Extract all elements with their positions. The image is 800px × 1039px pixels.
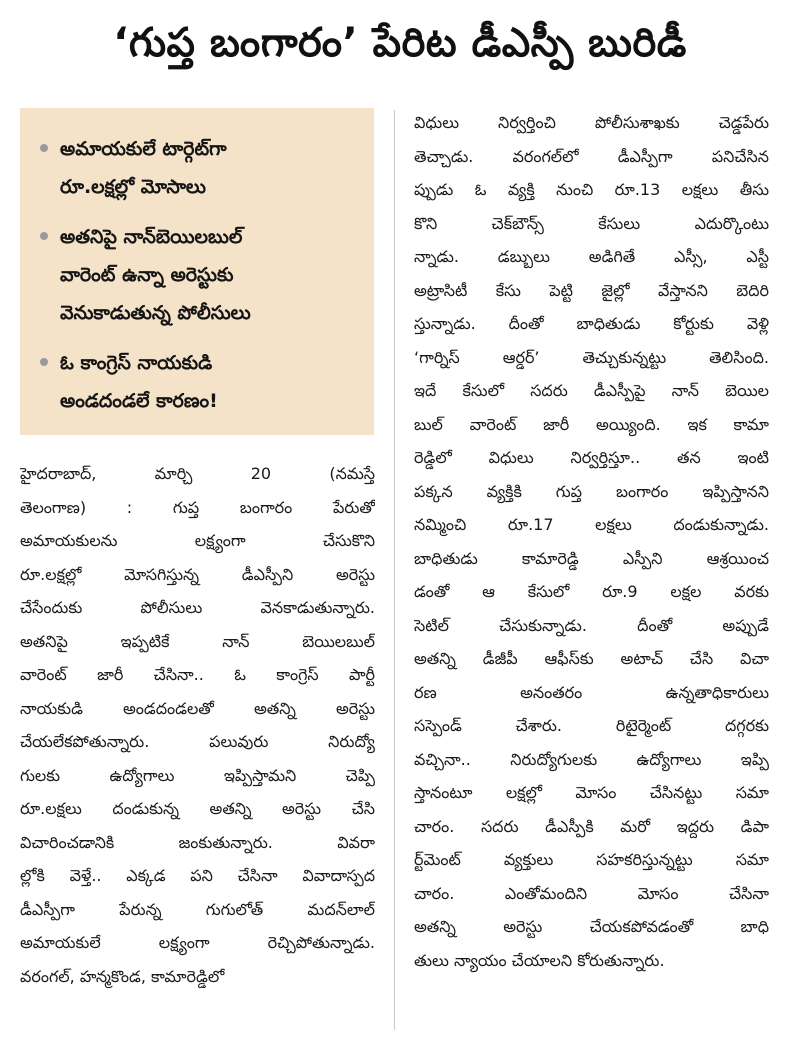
body-text-line: వచ్చినా.. నిరుద్యోగులకు ఉద్యోగాలు ఇప్పి [414, 749, 769, 769]
body-text-line: రణ అనంతరం ఉన్నతాధికారులు [414, 682, 769, 702]
body-text-line: తెచ్చాడు. వరంగల్‌లో డీఎస్పీగా పనిచేసిన [414, 146, 769, 166]
highlights-box [20, 108, 374, 435]
body-text-line: తులు న్యాయం చేయాలని కోరుతున్నారు. [414, 950, 665, 970]
highlight-line: అండదండలే కారణం! [60, 390, 218, 412]
body-column-left [20, 457, 375, 993]
body-text-line: రూ.లక్షల్లో మోసగిస్తున్న డీఎస్పీని అరెస్టు [20, 564, 375, 584]
body-text-line: విధులు నిర్వర్తించి పోలీసుశాఖకు చెడ్డపేరు [414, 113, 769, 132]
body-text-line: అతనిపై ఇప్పటికే నాన్ బెయిలబుల్ [20, 631, 375, 651]
body-text-line: హైదరాబాద్, మార్చి 20 (నమస్తే [20, 464, 375, 483]
body-text-line: డంతో ఆ కేసులో రూ.9 లక్షల వరకు [414, 582, 769, 601]
body-text-line: అమాయకులే లక్ష్యంగా రెచ్చిపోతున్నాడు. [20, 933, 375, 952]
bullet-icon [40, 232, 48, 240]
highlight-item [36, 130, 360, 206]
body-text-line: ల్లోకి వెళ్తే.. ఎక్కడ పని చేసినా వివాదాస్పద [20, 866, 375, 885]
body-text-line: పక్కన వ్యక్తికి గుప్త బంగారం ఇప్పిస్తానని [414, 481, 769, 501]
highlight-line: వారెంట్ ఉన్నా అరెస్టుకు [60, 264, 234, 286]
body-text-line: రూ.లక్షలు దండుకున్న అతన్ని అరెస్టు చేసి [20, 799, 375, 818]
highlight-line: రూ.లక్షల్లో మోసాలు [60, 176, 206, 198]
body-text-line: ఇదే కేసులో సదరు డీఎస్పీపై నాన్ బెయిల [414, 381, 769, 400]
highlight-item [36, 218, 360, 332]
body-text-line: చారం. ఎంతోమందిని మోసం చేసినా [414, 883, 769, 903]
body-text-line: సెటిల్ చేసుకున్నాడు. దీంతో అప్పుడే [414, 615, 769, 635]
body-text-line: ‘గార్నిస్ ఆర్డర్’ తెచ్చుకున్నట్టు తెలిసింది. [414, 347, 769, 367]
body-text-line: అతన్ని డీజీపీ ఆఫీస్‌కు అటాచ్ చేసి విచా [414, 649, 769, 668]
body-text-line: వారెంట్ జారీ చేసినా.. ఓ కాంగ్రెస్ పార్టీ [20, 665, 375, 684]
body-text-line: చారం. సదరు డీఎస్పీకి మరో ఇద్దరు డిపా [414, 816, 769, 836]
body-text-line: చేసేందుకు పోలీసులు వెనకాడుతున్నారు. [20, 598, 375, 617]
headline: ‘గుప్త బంగారం’ పేరిట డీఎస్పీ బురిడీ [113, 20, 687, 66]
body-text-line: సస్పెండ్ చేశారు. రిటైర్మెంట్ దగ్గరకు [414, 716, 769, 735]
body-text-line: రెడ్డిలో విధులు నిర్వర్తిస్తూ.. తన ఇంటి [414, 448, 769, 467]
body-text-line: డీఎస్పీగా పేరున్న గుగులోత్ మదన్‌లాల్ [20, 899, 375, 919]
body-text-line: ర్ట్‌మెంట్ వ్యక్తులు సహకరిస్తున్నట్టు సమా [414, 850, 769, 869]
body-text-line: స్తానంటూ లక్షల్లో మోసం చేసినట్టు సమా [414, 783, 769, 802]
body-text-line: అమాయకులను లక్ష్యంగా చేసుకొని [20, 531, 375, 550]
body-text-line: కొని చెక్‌బౌన్స్ కేసులు ఎదుర్కొంటు [414, 213, 769, 233]
body-text-line: న్నాడు. డబ్బులు అడిగితే ఎస్సీ, ఎస్టీ [414, 247, 769, 266]
body-text-line: స్తున్నాడు. దీంతో బాధితుడు కోర్టుకు వెళ్లి [414, 314, 769, 333]
highlight-item [36, 344, 360, 420]
body-column-right [414, 106, 769, 977]
bullet-icon [40, 144, 48, 152]
body-text-line: ప్పుడు ఓ వ్యక్తి నుంచి రూ.13 లక్షలు తీసు [414, 180, 769, 199]
body-text-line: నాయకుడి అండదండలతో అతన్ని అరెస్టు [20, 698, 375, 718]
body-text-line: విచారించడానికి జంకుతున్నారు. వివరా [20, 832, 375, 852]
highlight-line: ఓ కాంగ్రెస్ నాయకుడి [60, 352, 213, 374]
body-text-line: నమ్మించి రూ.17 లక్షలు దండుకున్నాడు. [414, 515, 769, 534]
body-text-line: అతన్ని అరెస్టు చేయకపోవడంతో బాధి [414, 917, 769, 936]
column-divider [394, 110, 395, 1030]
body-text-line: గులకు ఉద్యోగాలు ఇప్పిస్తామని చెప్పి [20, 765, 375, 785]
body-text-line: వరంగల్, హన్మకొండ, కామారెడ్డిలో [20, 966, 225, 986]
highlight-line: వెనుకాడుతున్న పోలీసులు [60, 302, 251, 324]
body-text-line: బాధితుడు కామారెడ్డి ఎస్పీని ఆశ్రయించ [414, 548, 769, 568]
body-text-line: బుల్ వారెంట్ జారీ అయ్యింది. ఇక కామా [414, 414, 769, 434]
body-text-line: తెలంగాణ) : గుప్త బంగారం పేరుతో [20, 497, 375, 517]
highlight-line: అమాయకులే టార్గెట్‌గా [60, 138, 227, 160]
body-text-line: చేయలేకపోతున్నారు. పలువురు నిరుద్యో [20, 732, 375, 751]
highlight-line: అతనిపై నాన్‌బెయిలబుల్ [60, 226, 243, 248]
bullet-icon [40, 358, 48, 366]
body-text-line: అట్రాసిటీ కేసు పెట్టి జైల్లో వేస్తానని బెదిరి [414, 280, 769, 300]
